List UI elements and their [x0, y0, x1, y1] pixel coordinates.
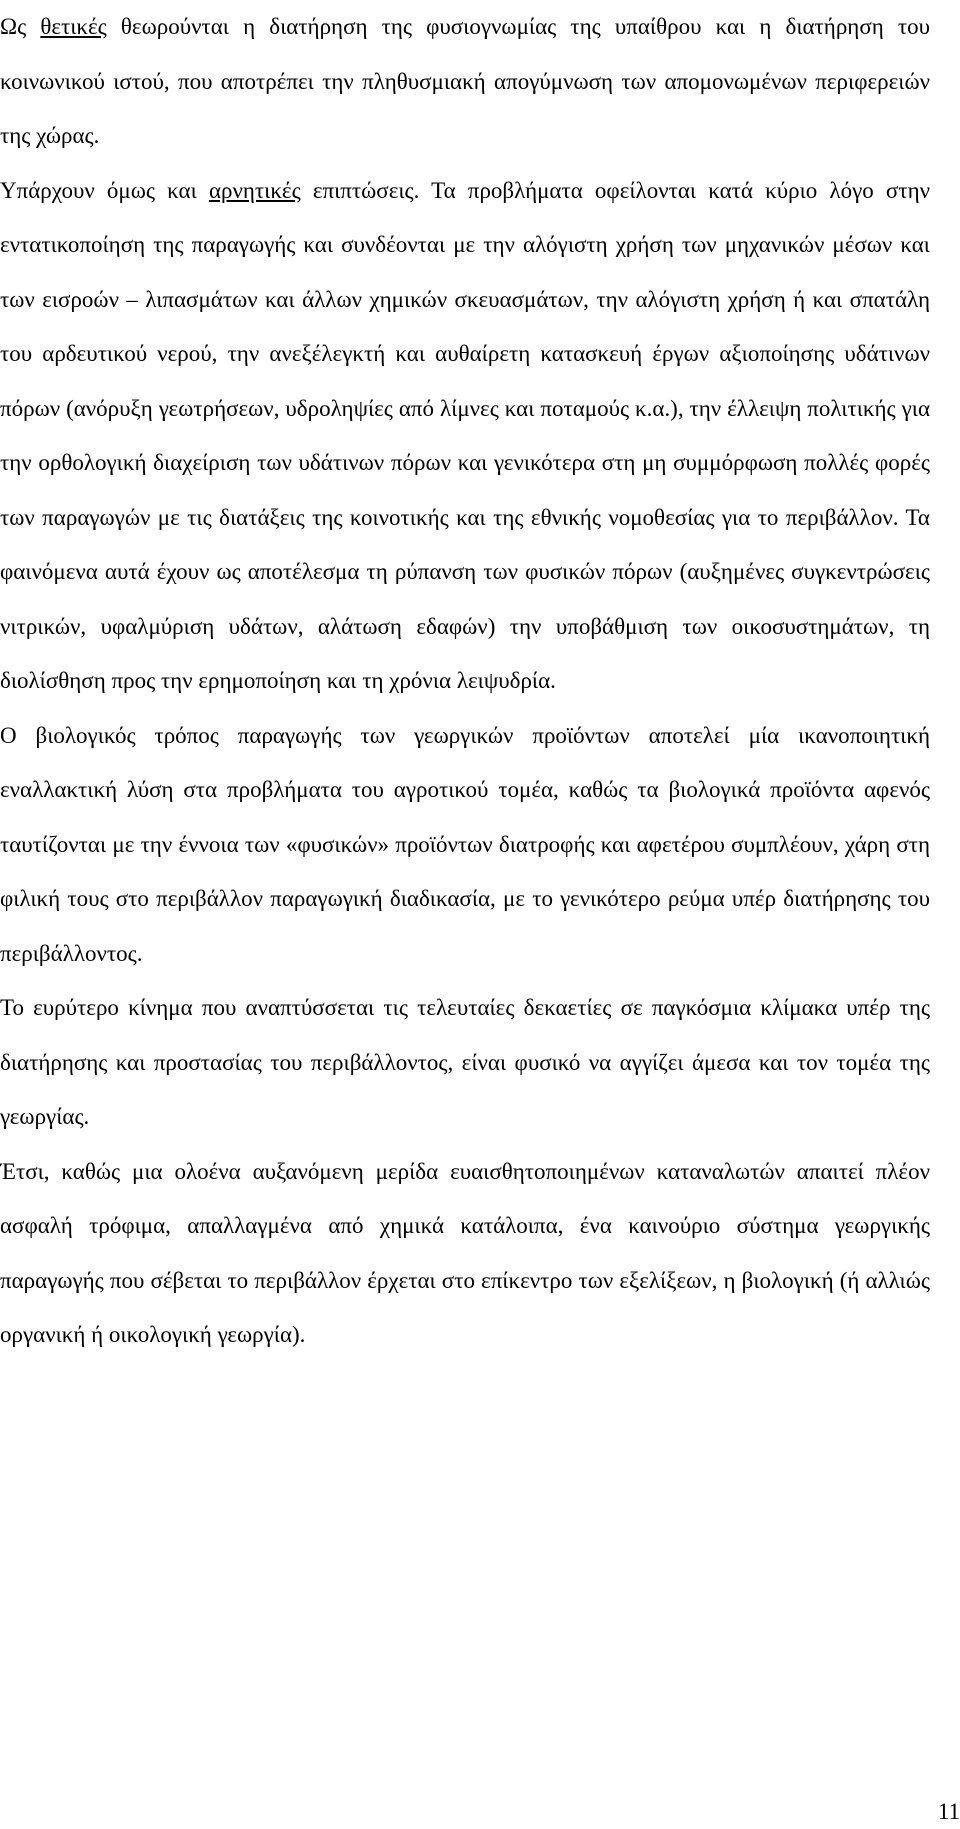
paragraph-5: Έτσι, καθώς μια ολοένα αυξανόμενη μερίδα ευαισθητοποιημένων καταναλωτών απαιτεί πλέον ασφαλή τρόφιμα, απαλλαγμένα από χημικά κατάλοιπα, ένα καινούριο σύστημα γεωργικής παραγωγής που σέβεται το περιβάλλον έρχεται στο επίκεντρο των εξελίξεων, η βιολογική (ή αλλιώς οργανική ή οικολογική γεωργία).	[0, 1158, 930, 1347]
paragraph-1	[0, 0, 930, 164]
paragraph-3: Ο βιολογικός τρόπος παραγωγής των γεωργικών προϊόντων αποτελεί μία ικανοποιητική εναλλακτική λύση στα προβλήματα του αγροτικού τομέα, καθώς τα βιολογικά προϊόντα αφενός ταυτίζονται με την έννοια των «φυσικών» προϊόντων διατροφής και αφετέρου συμπλέουν, χάρη στη φιλική τους στο περιβάλλον παραγωγική διαδικασία, με το γενικότερο ρεύμα υπέρ διατήρησης του περιβάλλοντος.	[0, 722, 930, 966]
paragraph-1-text-a: Ως	[0, 14, 41, 39]
paragraph-2	[0, 164, 930, 709]
underlined-word-negative: αρνητικές	[208, 177, 301, 203]
paragraph-2-text-a: Υπάρχουν όμως και	[0, 177, 209, 203]
paragraph-4: Το ευρύτερο κίνημα που αναπτύσσεται τις τελευταίες δεκαετίες σε παγκόσμια κλίμακα υπέρ της διατήρησης και προστασίας του περιβάλλοντος, είναι φυσικό να αγγίζει άμεσα και τον τομέα της γεωργίας.	[0, 995, 930, 1129]
paragraph-1-text-b: θεωρούνται η διατήρηση της φυσιογνωμίας της υπαίθρου και η διατήρηση του κοινωνικού ιστού, που αποτρέπει την πληθυσμιακή απογύμνωση των απομονωμένων περιφερειών της χώρας.	[0, 14, 931, 148]
page-number: 11	[937, 1799, 960, 1824]
underlined-word-positive: θετικές	[40, 14, 107, 39]
paragraph-2-text-b: επιπτώσεις. Τα προβλήματα οφείλονται κατά κύριο λόγο στην εντατικοποίηση της παραγωγής και συνδέονται με την αλόγιστη χρήση των μηχανικών μέσων και των εισροών – λιπασμάτων και άλλων χημικών σκευασμάτων, την αλόγιστη χρήση ή και σπατάλη του αρδευτικού νερού, την ανεξέλεγκτή και αυθαίρετη κατασκευή έργων αξιοποίησης υδάτινων πόρων (ανόρυξη γεωτρήσεων, υδροληψίες από λίμνες και ποταμούς κ.α.), την έλλειψη πολιτικής για την ορθολογική διαχείριση των υδάτινων πόρων και γενικότερα στη μη συμμόρφωση πολλές φορές των παραγωγών με τις διατάξεις της κοινοτικής και της εθνικής νομοθεσίας για το περιβάλλον. Τα φαινόμενα αυτά έχουν ως αποτέλεσμα τη ρύπανση των φυσικών πόρων (αυξημένες συγκεντρώσεις νιτρικών, υφαλμύριση υδάτων, αλάτωση εδαφών) την υποβάθμιση των οικοσυστημάτων, τη διολίσθηση προς την ερημοποίηση και τη χρόνια λειψυδρία.	[0, 177, 930, 693]
